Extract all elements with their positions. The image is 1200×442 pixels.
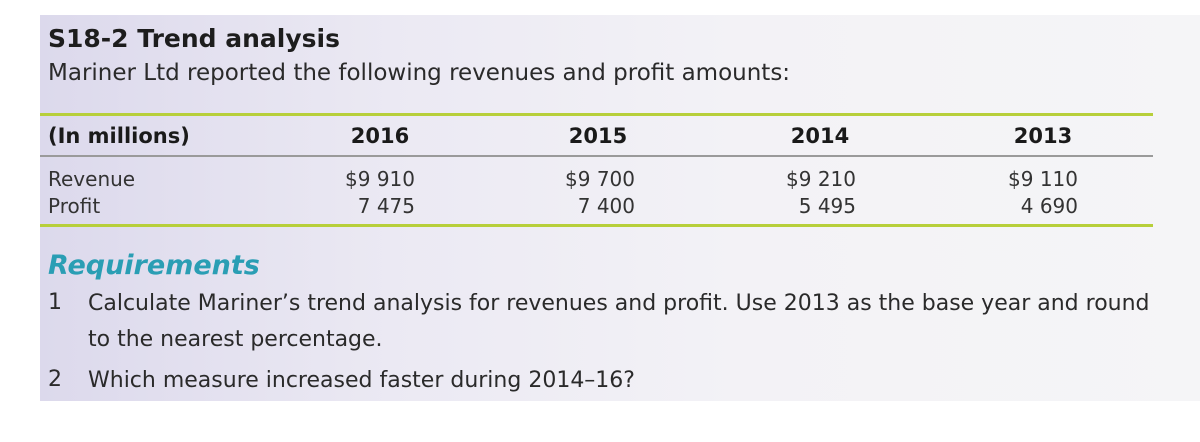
table-top-rule: [40, 113, 1153, 116]
revenue-2013: $9 110: [1008, 167, 1078, 191]
row-label-revenue: Revenue: [48, 167, 136, 191]
year-header-2013: 2013: [1013, 124, 1073, 148]
row-label-profit: Profit: [48, 194, 101, 218]
year-header-2014: 2014: [790, 124, 850, 148]
year-header-2016: 2016: [350, 124, 410, 148]
table-bottom-rule: [40, 224, 1153, 227]
exercise-subtitle: Mariner Ltd reported the following revenues and profit amounts:: [48, 60, 791, 86]
revenue-2014: $9 210: [786, 167, 856, 191]
revenue-2016: $9 910: [345, 167, 415, 191]
requirement-number-1: 1: [48, 290, 62, 315]
profit-2014: 5 495: [798, 194, 856, 218]
profit-2013: 4 690: [1020, 194, 1078, 218]
exercise-title: S18-2 Trend analysis: [48, 24, 340, 53]
profit-2016: 7 475: [357, 194, 415, 218]
year-header-2015: 2015: [568, 124, 628, 148]
requirement-text-1: Calculate Mariner’s trend analysis for revenues and profit. Use 2013 as the base year and round to the nearest percentage.: [88, 291, 1150, 352]
revenue-2015: $9 700: [565, 167, 635, 191]
table-header-rule: [40, 155, 1153, 157]
profit-2015: 7 400: [577, 194, 635, 218]
table-unit-header: (In millions): [48, 124, 190, 148]
requirements-heading: Requirements: [48, 250, 260, 281]
requirement-text-2: Which measure increased faster during 2014–16?: [88, 368, 635, 393]
requirement-number-2: 2: [48, 367, 62, 392]
